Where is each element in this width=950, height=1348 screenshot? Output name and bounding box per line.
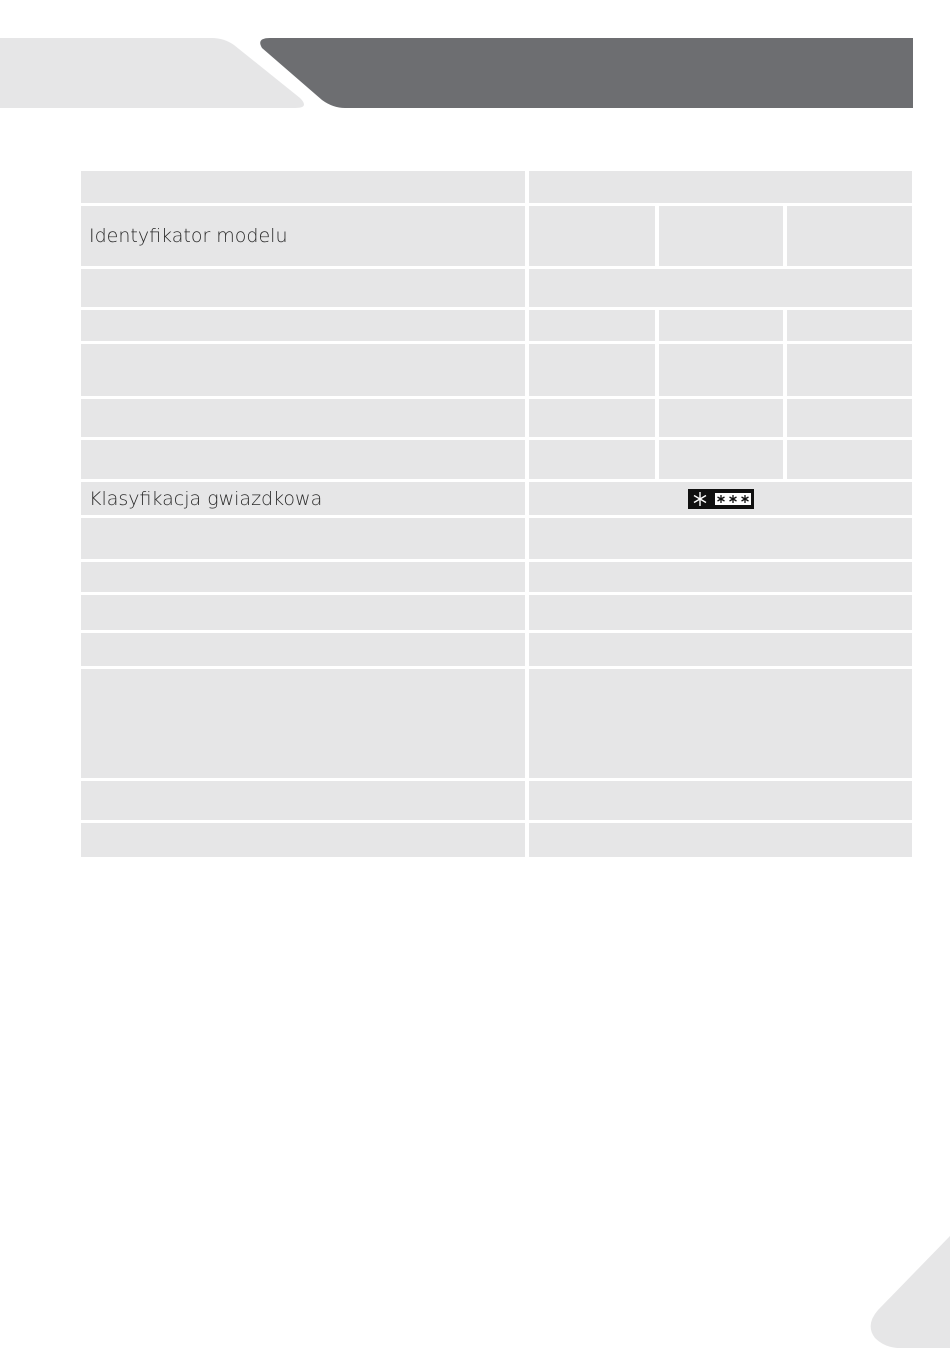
model-identifier-label: Identyfikator modelu (81, 206, 525, 266)
star-rating-label: Klasyfikacja gwiazdkowa (81, 482, 525, 515)
